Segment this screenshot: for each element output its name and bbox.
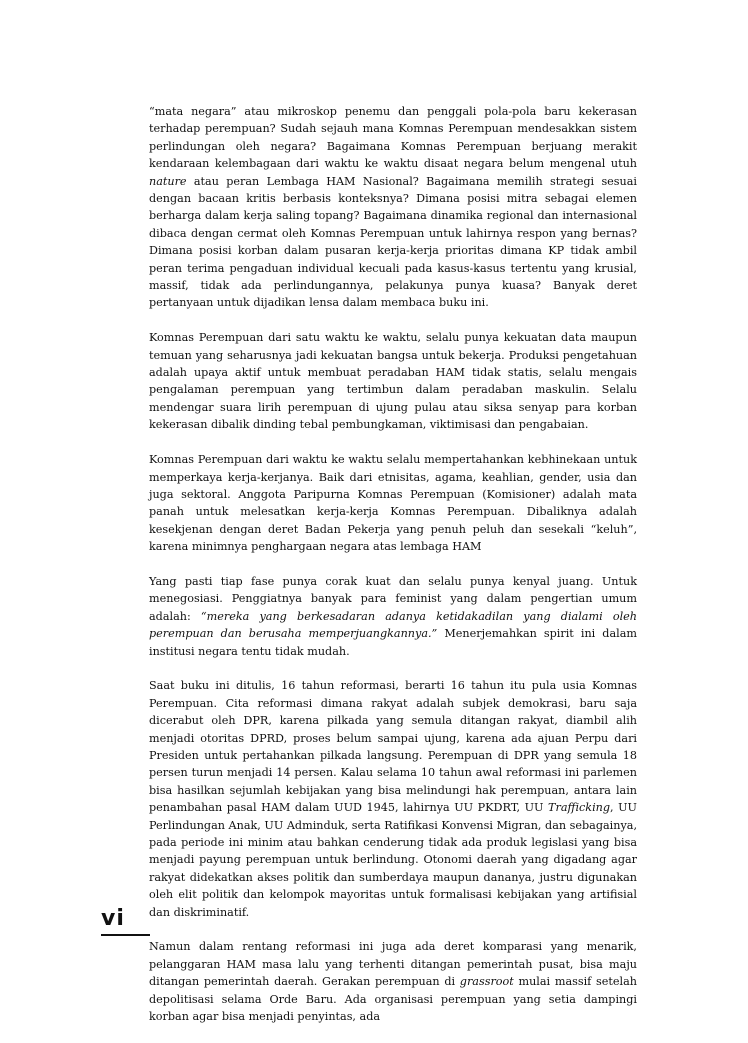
paragraph-4-text-a: Yang pasti tiap fase punya corak kuat dan selalu punya kenyal juang. Untuk menegosiasi. Penggiatnya banyak para feminist yang dalam pengertian umum adalah: <box>149 574 637 623</box>
paragraph-1 <box>149 103 637 312</box>
paragraph-4-text-b: Menerjemahkan spirit ini dalam institusi negara tentu tidak mudah. <box>149 627 637 658</box>
paragraph-1-italic-nature: nature <box>149 174 187 188</box>
paragraph-1-text-a: “mata negara” atau mikroskop penemu dan penggali pola-pola baru kekerasan terhadap perempuan? Sudah sejauh mana Komnas Perempuan mendesakkan sistem perlindungan oleh negara? Bagaimana Komnas Perempuan berjuang merakit kendaraan kelembagaan dari waktu ke waktu disaat negara belum mengenal utuh <box>149 105 637 171</box>
page-number-underline <box>101 934 150 936</box>
paragraph-1-text-b: atau peran Lembaga HAM Nasional? Bagaimana memilih strategi sesuai dengan bacaan kritis berbasis konteksnya? Dimana posisi mitra sebagai elemen berharga dalam kerja saling topang? Bagaimana dinamika regional dan internasional dibaca dengan cermat oleh Komnas Perempuan untuk lahirnya respon yang bernas? Dimana posisi korban dalam pusaran kerja-kerja prioritas dimana KP tidak ambil peran terima pengaduan individual kecuali pada kasus-kasus tertentu yang krusial, massif, tidak ada perlindungannya, pelakunya punya kuasa? Banyak deret pertanyaan untuk dijadikan lensa dalam membaca buku ini. <box>149 174 637 310</box>
paragraph-6-text-b: mulai massif setelah depolitisasi selama Orde Baru. Ada organisasi perempuan yang setia dampingi korban agar bisa menjadi penyintas, ada <box>149 975 637 1024</box>
paragraph-5-text-a: Saat buku ini ditulis, 16 tahun reformasi, berarti 16 tahun itu pula usia Komnas Perempuan. Cita reformasi dimana rakyat adalah subjek demokrasi, baru saja dicerabut oleh DPR, karena pilkada yang semula ditangan rakyat, diambil alih menjadi otoritas DPRD, proses belum sampai ujung, karena ada ajuan Perpu dari Presiden untuk pertahankan pilkada langsung. Perempuan di DPR yang semula 18 persen turun menjadi 14 persen. Kalau selama 10 tahun awal reformasi ini parlemen bisa hasilkan sejumlah kebijakan yang bisa melindungi hak perempuan, antara lain penambahan pasal HAM dalam UUD 1945, lahirnya UU PKDRT, UU <box>149 679 637 815</box>
paragraph-6-italic-grassroot: grassroot <box>459 975 514 989</box>
paragraph-6 <box>149 938 637 1025</box>
body-text <box>149 103 637 1043</box>
paragraph-6-text-a: Namun dalam rentang reformasi ini juga ada deret komparasi yang menarik, pelanggaran HAM masa lalu yang terhenti ditangan pemerintah pusat, bisa maju ditangan pemerintah daerah. Gerakan perempuan di <box>149 940 637 989</box>
paragraph-5-italic-trafficking: Trafficking <box>548 801 611 815</box>
paragraph-3: Komnas Perempuan dari waktu ke waktu selalu mempertahankan kebhinekaan untuk memperkaya kerja-kerjanya. Baik dari etnisitas, agama, keahlian, gender, usia dan juga sektoral. Anggota Paripurna Komnas Perempuan (Komisioner) adalah mata panah untuk melesatkan kerja-kerja Komnas Perempuan. Dibaliknya adalah kesekjenan dengan deret Badan Pekerja yang penuh peluh dan sesekali “keluh”, karena minimnya penghargaan negara atas lembaga HAM <box>149 453 637 554</box>
paragraph-4 <box>149 573 637 660</box>
paragraph-5-text-b: , UU Perlindungan Anak, UU Adminduk, serta Ratifikasi Konvensi Migran, dan sebagainya, pada periode ini minim atau bahkan cenderung tidak ada produk legislasi yang bisa menjadi payung perempuan untuk berlindung. Otonomi daerah yang digadang agar rakyat didekatkan akses politik dan sumberdaya maupun dananya, justru digunakan oleh elit politik dan kelompok mayoritas untuk formalisasi kebijakan yang artifisial dan diskriminatif. <box>149 801 637 919</box>
paragraph-5 <box>149 677 637 921</box>
paragraph-2: Komnas Perempuan dari satu waktu ke waktu, selalu punya kekuatan data maupun temuan yang seharusnya jadi kekuatan bangsa untuk bekerja. Produksi pengetahuan adalah upaya aktif untuk membuat peradaban HAM tidak statis, selalu mengais pengalaman perempuan yang tertimbun dalam peradaban maskulin. Selalu mendengar suara lirih perempuan di ujung pulau atau siksa senyap para korban kekerasan dibalik dinding tebal pembungkaman, viktimisasi dan pengabaian. <box>149 331 637 432</box>
page-number: vi <box>101 906 125 931</box>
paragraph-4-italic-quote: “mereka yang berkesadaran adanya ketidakadilan yang dialami oleh perempuan dan berusaha memperjuangkannya.” <box>149 609 637 641</box>
